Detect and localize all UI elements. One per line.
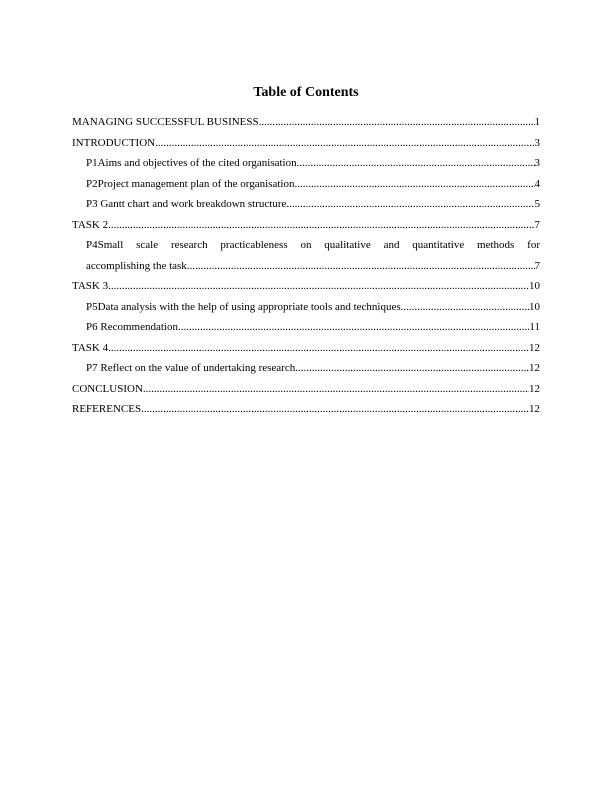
toc-page-number: 12 (529, 362, 540, 374)
toc-entry-label: CONCLUSION (72, 382, 143, 395)
toc-dot-leader (295, 358, 529, 379)
toc-entry-p3[interactable] (72, 194, 540, 215)
toc-list (72, 112, 540, 420)
toc-page-number: 3 (534, 157, 540, 169)
toc-entry-label: TASK 3 (72, 280, 109, 292)
toc-entry-task-2[interactable] (72, 215, 540, 236)
toc-page-number: 12 (529, 403, 540, 415)
toc-dot-leader (108, 276, 529, 297)
toc-dot-leader (294, 174, 534, 195)
toc-page-number: 4 (534, 177, 540, 190)
toc-entry-p7[interactable] (72, 358, 540, 379)
toc-entry-label: P7 Reflect on the value of undertaking research (86, 362, 296, 374)
toc-entry-p2[interactable] (72, 174, 540, 195)
toc-entry-label: P6 Recommendation (86, 321, 178, 333)
toc-entry-p5[interactable] (72, 297, 540, 318)
toc-entry-p4[interactable] (72, 235, 540, 276)
toc-entry-label: P3 Gantt chart and work breakdown structure (86, 198, 287, 210)
toc-dot-leader (141, 399, 529, 420)
toc-page-number: 5 (534, 198, 540, 210)
toc-entry-label: P1Aims and objectives of the cited organisation (86, 157, 297, 169)
toc-page-number: 10 (529, 300, 540, 313)
toc-entry-label: P5Data analysis with the help of using appropriate tools and techniques (86, 300, 401, 313)
toc-dot-leader (297, 153, 535, 174)
toc-dot-leader (286, 194, 534, 215)
toc-dot-leader (143, 379, 529, 400)
toc-dot-leader (155, 133, 534, 154)
toc-dot-leader (108, 338, 529, 359)
toc-entry-label-line2: accomplishing the task (86, 259, 187, 272)
toc-entry-label: TASK 4 (72, 341, 109, 354)
toc-entry-label: P2Project management plan of the organisation (86, 177, 295, 190)
toc-page-number: 11 (529, 321, 540, 333)
toc-page-number: 10 (529, 280, 540, 292)
toc-entry-introduction[interactable] (72, 133, 540, 154)
toc-entry-p6[interactable] (72, 317, 540, 338)
toc-page-number: 3 (534, 136, 540, 149)
toc-entry-conclusion[interactable] (72, 379, 540, 400)
toc-page-number: 7 (534, 259, 540, 272)
toc-entry-label: TASK 2 (72, 218, 109, 231)
toc-page-number: 12 (529, 341, 540, 354)
toc-entry-managing-successful-business[interactable] (72, 112, 540, 133)
toc-entry-second-line (86, 256, 540, 277)
toc-entry-label-line1: P4Small scale research practicableness on qualitative and quantitative methods for (86, 239, 540, 251)
toc-dot-leader (187, 256, 535, 277)
toc-entry-label: REFERENCES (72, 403, 142, 415)
toc-page-number: 12 (529, 382, 540, 395)
toc-dot-leader (108, 215, 534, 236)
toc-dot-leader (259, 112, 535, 133)
toc-title: Table of Contents (253, 85, 359, 100)
toc-entry-task-3[interactable] (72, 276, 540, 297)
toc-page-number: 7 (534, 218, 540, 231)
toc-entry-task-4[interactable] (72, 338, 540, 359)
toc-entry-label: MANAGING SUCCESSFUL BUSINESS (72, 116, 259, 128)
toc-entry-references[interactable] (72, 399, 540, 420)
toc-dot-leader (401, 297, 529, 318)
toc-entry-p1[interactable] (72, 153, 540, 174)
toc-page-number: 1 (534, 116, 540, 128)
toc-entry-label: INTRODUCTION (72, 136, 156, 149)
toc-dot-leader (178, 317, 529, 338)
